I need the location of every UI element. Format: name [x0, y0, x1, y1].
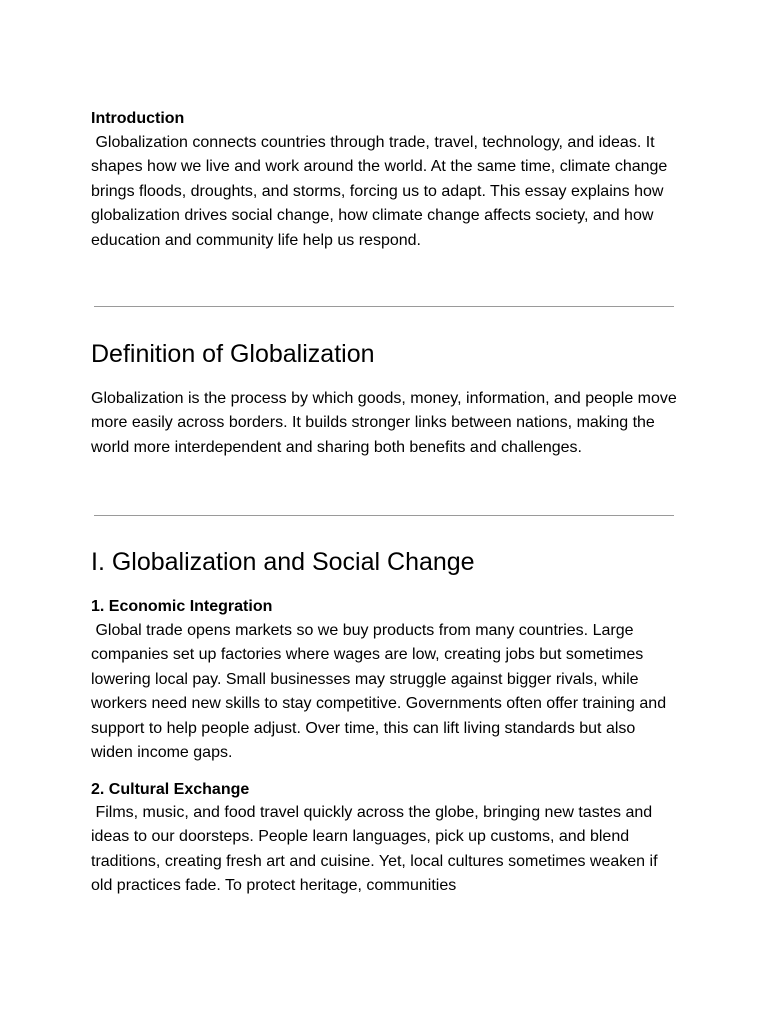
cultural-exchange-heading: 2. Cultural Exchange [91, 781, 250, 798]
cultural-exchange-paragraph: Films, music, and food travel quickly across the globe, bringing new tastes and ideas to our doorsteps. People learn languages, pick up customs, and blend traditions, creating fresh art and cuisine. Yet, local cultures sometimes weaken if old practices fade. To protect heritage, communities [91, 804, 662, 895]
section-divider [94, 515, 674, 516]
economic-integration-paragraph: Global trade opens markets so we buy products from many countries. Large companies set up factories where wages are low, creating jobs but sometimes lowering local pay. Small businesses may struggle against bigger rivals, while workers need new skills to stay competitive. Governments often offer training and support to help people adjust. Over time, this can lift living standards but also widen income gaps. [91, 622, 671, 762]
definition-paragraph: Globalization is the process by which goods, money, information, and people move more easily across borders. It builds stronger links between nations, making the world more interdependent and sharing both benefits and challenges. [91, 390, 682, 456]
definition-title: Definition of Globalization [91, 340, 375, 368]
section-one-title: I. Globalization and Social Change [91, 548, 475, 576]
section-divider [94, 306, 674, 307]
introduction-heading: Introduction [91, 110, 185, 127]
introduction-paragraph: Globalization connects countries through trade, travel, technology, and ideas. It shapes how we live and work around the world. At the same time, climate change brings floods, droughts, and storms, forcing us to adapt. This essay explains how globalization drives social change, how climate change affects society, and how education and community life help us respond. [91, 134, 672, 249]
economic-integration-heading: 1. Economic Integration [91, 598, 273, 615]
